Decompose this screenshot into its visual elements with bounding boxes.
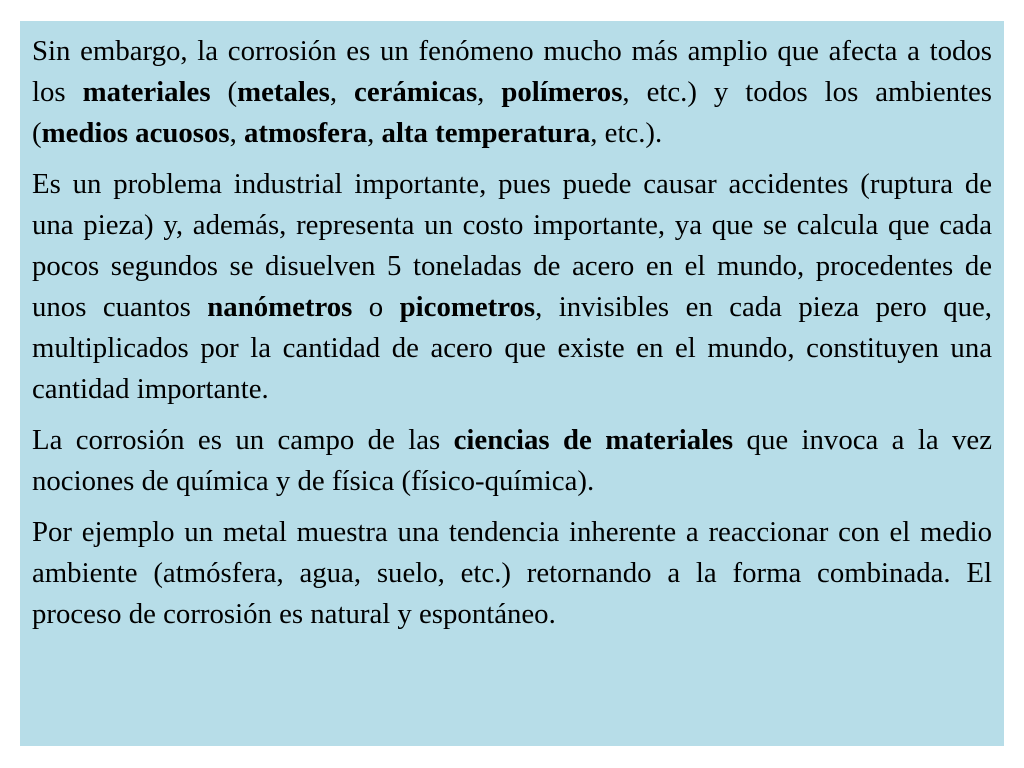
bold-term: alta temperatura — [381, 117, 591, 149]
text-segment: La corrosión es un campo de las — [32, 424, 454, 456]
bold-term: medios acuosos — [41, 117, 230, 149]
text-segment: Por ejemplo un metal muestra una tendencia inherente a reaccionar con el medio ambiente (atmósfera, agua, suelo, etc.) retornando a la forma combinada. El proceso de corrosión es natural y espontáneo. — [32, 516, 992, 630]
bold-term: materiales — [82, 76, 211, 108]
paragraph-metal-example — [32, 512, 992, 635]
bold-term: nanómetros — [207, 291, 353, 323]
text-segment: ( — [210, 76, 238, 108]
bold-term: picometros — [399, 291, 536, 323]
bold-term: atmosfera — [244, 117, 368, 149]
paragraph-materials-science — [32, 420, 992, 502]
paragraph-industrial-problem — [32, 164, 992, 410]
text-segment: , — [367, 117, 382, 149]
bold-term: polímeros — [501, 76, 623, 108]
text-segment: , — [229, 117, 244, 149]
text-segment: , etc.). — [590, 117, 663, 149]
text-segment: que invoca a la vez nociones de química y de física (físico-química). — [32, 424, 992, 497]
text-segment: , etc.) y todos los ambientes ( — [32, 76, 993, 149]
text-segment: , — [329, 76, 355, 108]
paragraph-corrosion-scope — [32, 31, 992, 154]
text-segment: Sin embargo, la corrosión es un fenómeno mucho más amplio que afecta a todos los — [32, 35, 992, 108]
slide-text-box — [20, 21, 1004, 746]
bold-term: metales — [237, 76, 330, 108]
text-segment: o — [352, 291, 400, 323]
text-segment: , — [477, 76, 502, 108]
text-segment: , invisibles en cada pieza pero que, multiplicados por la cantidad de acero que existe en el mundo, constituyen una cantidad importante. — [32, 291, 992, 405]
text-segment: Es un problema industrial importante, pues puede causar accidentes (ruptura de una pieza) y, además, representa un costo importante, ya que se calcula que cada pocos segundos se disuelven 5 toneladas de acero en el mundo, procedentes de unos cuantos — [32, 168, 992, 323]
bold-term: cerámicas — [354, 76, 478, 108]
bold-term: ciencias de materiales — [453, 424, 734, 456]
